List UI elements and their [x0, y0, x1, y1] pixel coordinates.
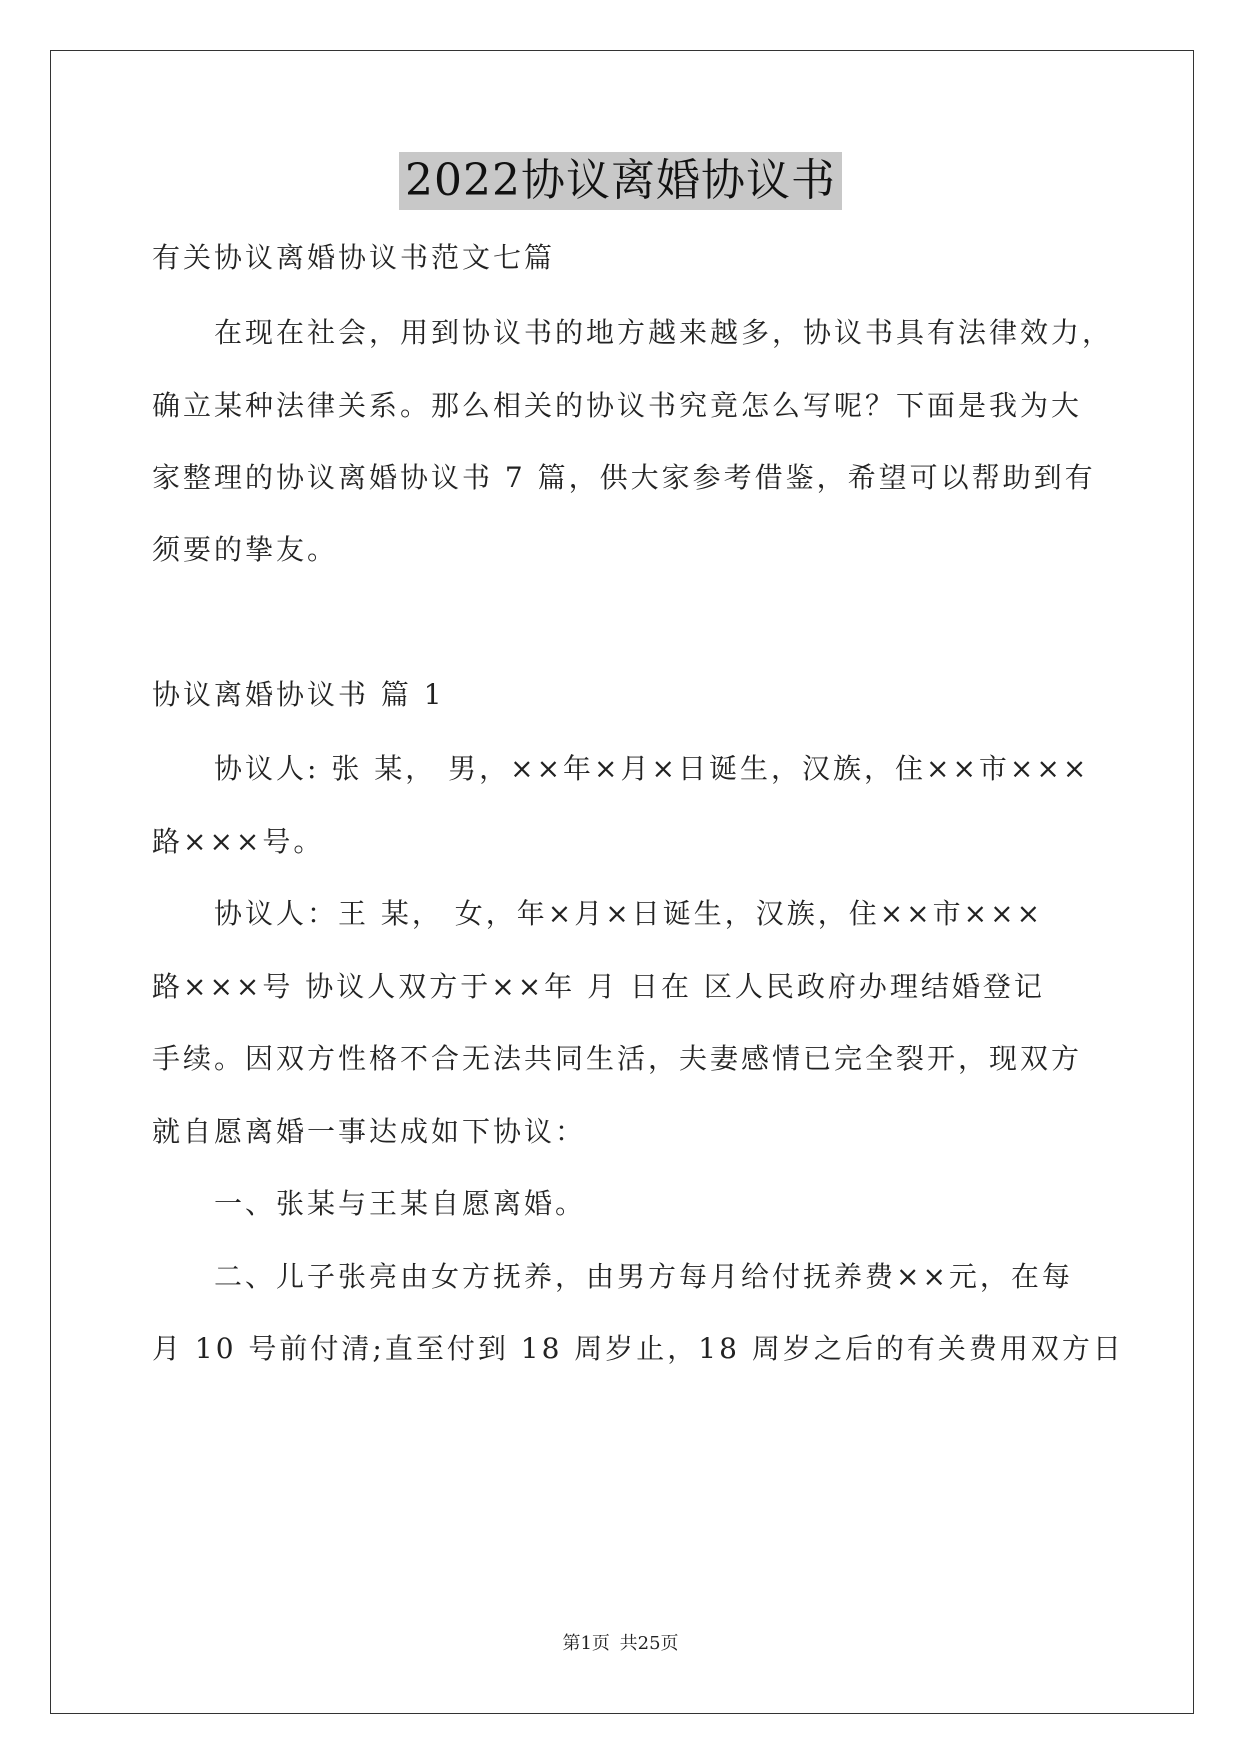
page-total: 共25页: [619, 1633, 679, 1654]
paragraph-line: 月 10 号前付清;直至付到 18 周岁止，18 周岁之后的有关费用双方日: [152, 1332, 1124, 1365]
paragraph-line: 须要的挚友。: [152, 533, 339, 566]
paragraph-line: 协议人：王 某， 女，年×月×日诞生，汉族，住××市×××: [214, 897, 1044, 930]
page-number: 第1页: [562, 1633, 610, 1654]
paragraph-line: 在现在社会，用到协议书的地方越来越多，协议书具有法律效力，: [214, 316, 1114, 349]
paragraph-line: 路×××号。: [152, 825, 325, 858]
paragraph-line: 协议人: 张 某， 男，××年×月×日诞生，汉族，住××市×××: [214, 752, 1090, 785]
subtitle-line: 有关协议离婚协议书范文七篇: [152, 241, 556, 274]
paragraph-line: 确立某种法律关系。那么相关的协议书究竟怎么写呢？下面是我为大: [152, 389, 1083, 422]
section-heading: 协议离婚协议书 篇 1: [152, 678, 445, 711]
page-border: [50, 50, 1194, 1714]
paragraph-line: 路×××号 协议人双方于××年 月 日在 区人民政府办理结婚登记: [152, 970, 1045, 1003]
paragraph-line: 就自愿离婚一事达成如下协议：: [152, 1115, 587, 1148]
title-container: [0, 152, 1241, 210]
paragraph-line: 一、张某与王某自愿离婚。: [214, 1187, 587, 1220]
document-title: 2022协议离婚协议书: [399, 152, 842, 210]
paragraph-line: 手续。因双方性格不合无法共同生活，夫妻感情已完全裂开，现双方: [152, 1042, 1083, 1075]
page-footer: [0, 1632, 1241, 1656]
paragraph-line: 家整理的协议离婚协议书 7 篇，供大家参考借鉴，希望可以帮助到有: [152, 461, 1096, 494]
paragraph-line: 二、儿子张亮由女方抚养，由男方每月给付抚养费××元，在每: [214, 1260, 1073, 1293]
